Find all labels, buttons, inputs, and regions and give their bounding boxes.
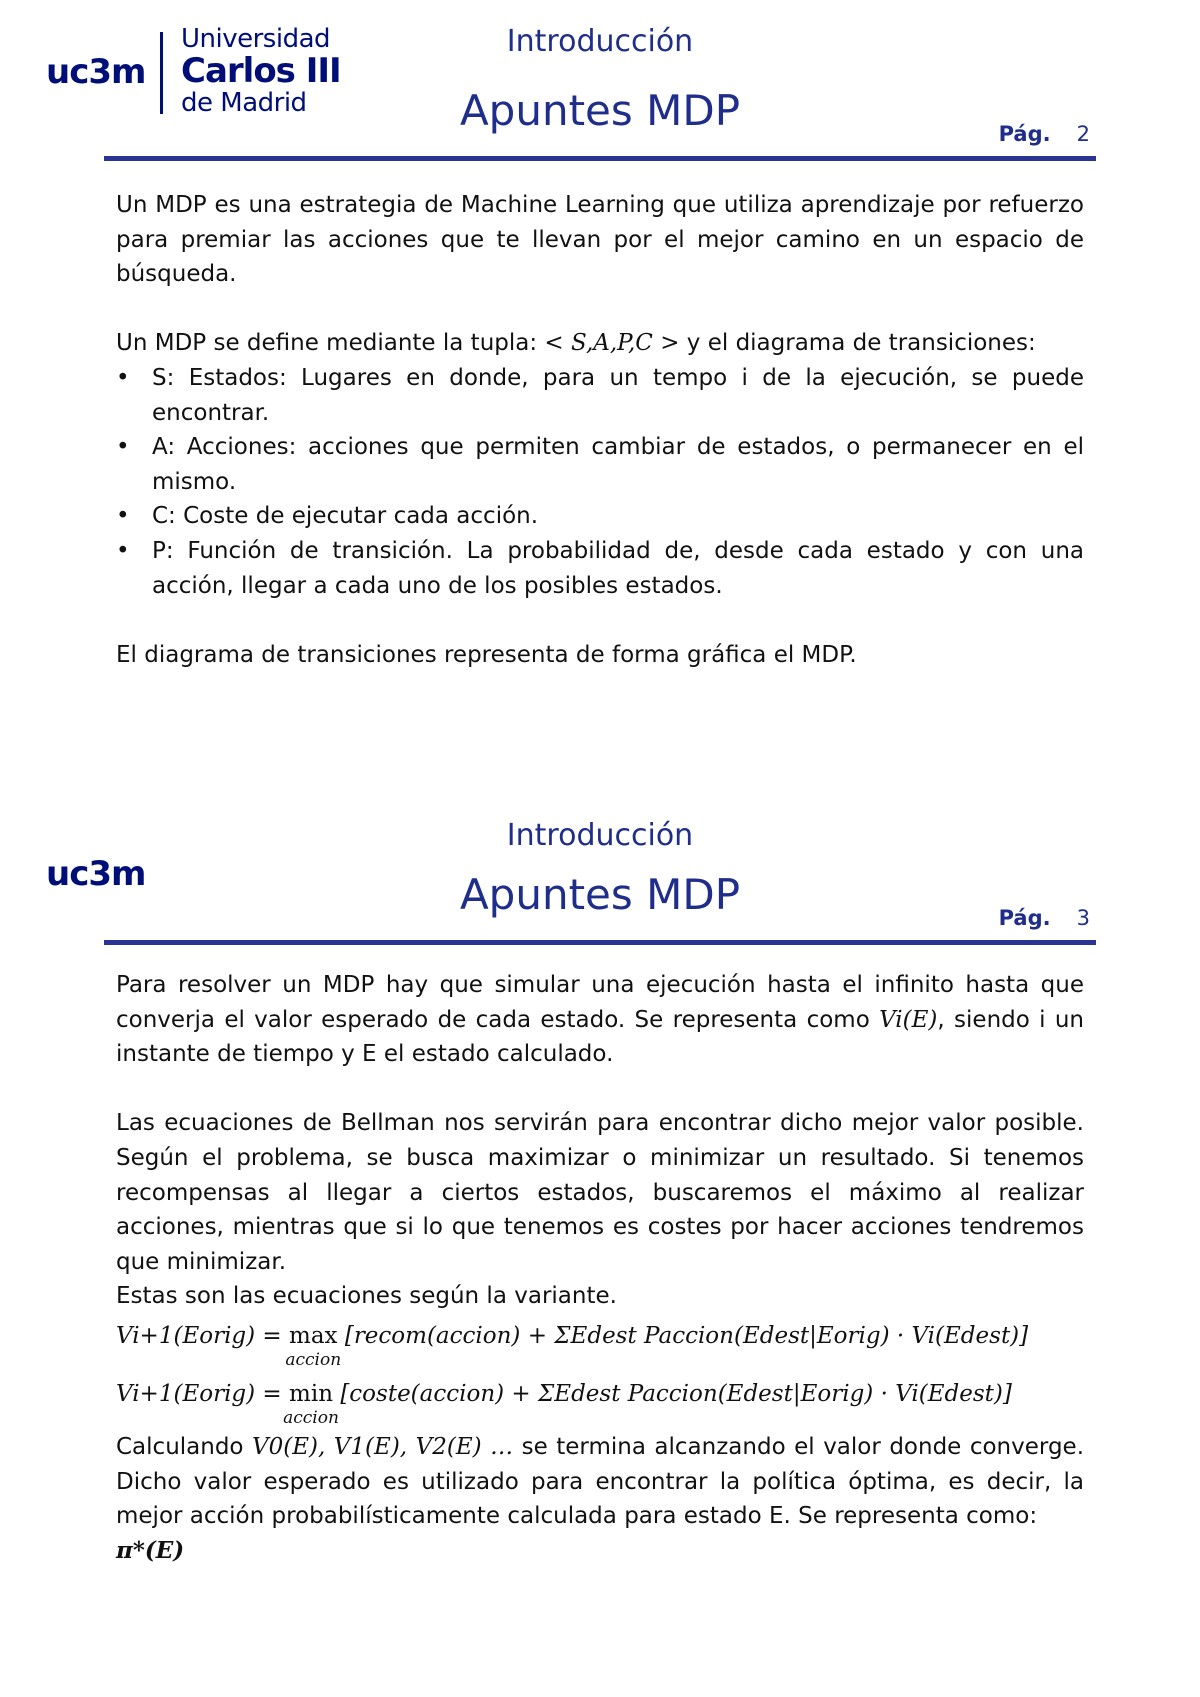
list-item: • S: Estados: Lugares en donde, para un tempo i de la ejecución, se puede encontrar.: [116, 361, 1084, 430]
equation-rhs: [recom(accion) + ΣEdest Paccion(Edest|Eorig) · Vi(Edest)]: [344, 1322, 1029, 1349]
section-heading: Introducción: [506, 24, 694, 59]
min-operator: min accion: [289, 1372, 333, 1416]
equation-rhs: [coste(accion) + ΣEdest Paccion(Edest|Eorig) · Vi(Edest)]: [340, 1380, 1012, 1407]
tuple-list: [116, 361, 1084, 603]
logo-line-1: Universidad: [181, 24, 331, 54]
resolve-text-after: , siendo i un instante de tiempo y E el estado calculado.: [116, 1006, 1085, 1068]
paragraph-diagram: El diagrama de transiciones representa de forma gráfica el MDP.: [116, 641, 857, 668]
equation-lhs: Vi+1(Eorig) =: [116, 1380, 282, 1407]
optimal-policy-math: π*(E): [116, 1536, 185, 1564]
uc3m-logo: uc3m: [46, 854, 146, 894]
page-2: [0, 0, 1200, 848]
page-body: [116, 968, 1084, 1568]
equation-lhs: Vi+1(Eorig) =: [116, 1322, 282, 1349]
paragraph-intro: Un MDP es una estrategia de Machine Learning que utiliza aprendizaje por refuerzo para premiar las acciones que te llevan por el mejor camino en un espacio de búsqueda.: [116, 192, 1084, 288]
converge-text-after: se termina alcanzando el valor donde converge. Dicho valor esperado es utilizado para encontrar la política óptima, es decir, la mejor acción probabilísticamente calculada para estado E. Se representa como:: [116, 1433, 1085, 1530]
paragraph-resolve: [116, 968, 1084, 1072]
page-number: [999, 906, 1090, 930]
paragraph-variants: Estas son las ecuaciones según la variante.: [116, 1283, 617, 1310]
paragraph-tuple: [116, 326, 1084, 361]
operator-subscript: accion: [285, 1349, 342, 1370]
paragraph-bellman: Las ecuaciones de Bellman nos servirán para encontrar dicho mejor valor posible. Según el problema, se busca maximizar o minimizar un resultado. Si tenemos recompensas al llegar a ciertos estados, buscaremos el máximo al realizar acciones, mientras que si lo que tenemos es costes por hacer acciones tendremos que minimizar.: [116, 1110, 1084, 1275]
value-function-math: Vi(E): [879, 1006, 938, 1033]
list-item: • C: Coste de ejecutar cada acción.: [116, 499, 1084, 534]
bellman-equation-max: [116, 1314, 1084, 1372]
list-item: • A: Acciones: acciones que permiten cambiar de estados, o permanecer en el mismo.: [116, 430, 1084, 499]
page-3: [0, 818, 1200, 1697]
logo-separator: [160, 32, 163, 114]
uc3m-logo: uc3m: [46, 52, 146, 92]
page-number: [999, 122, 1090, 146]
value-sequence-math: V0(E), V1(E), V2(E) …: [252, 1433, 514, 1460]
page-label: Pág.: [998, 906, 1051, 930]
page-label: Pág.: [998, 122, 1051, 146]
document-title: Apuntes MDP: [459, 86, 741, 135]
tuple-text-before: Un MDP se define mediante la tupla:: [116, 330, 545, 357]
page-number-value: 2: [1076, 122, 1090, 146]
bellman-equation-min: [116, 1372, 1084, 1430]
max-operator: max accion: [289, 1314, 338, 1358]
page-number-value: 3: [1076, 906, 1090, 930]
document-title: Apuntes MDP: [459, 870, 741, 919]
paragraph-converge: [116, 1430, 1084, 1534]
paragraph-policy: [116, 1534, 1084, 1569]
resolve-text-before: Para resolver un MDP hay que simular una ejecución hasta el infinito hasta que converja el valor esperado de cada estado. Se representa como: [116, 972, 1084, 1033]
logo-line-3: de Madrid: [181, 88, 307, 118]
tuple-math: < S,A,P,C >: [544, 330, 680, 357]
header-rule: [104, 156, 1096, 161]
header-rule: [104, 940, 1096, 945]
logo-line-2: Carlos III: [181, 51, 341, 91]
page-body: [116, 188, 1084, 672]
tuple-text-after: y el diagrama de transiciones:: [679, 330, 1036, 357]
converge-text-before: Calculando: [116, 1433, 253, 1460]
list-item: • P: Función de transición. La probabilidad de, desde cada estado y con una acción, llegar a cada uno de los posibles estados.: [116, 534, 1084, 603]
university-logo: [181, 26, 341, 116]
section-heading: Introducción: [506, 818, 694, 853]
operator-subscript: accion: [283, 1407, 339, 1428]
